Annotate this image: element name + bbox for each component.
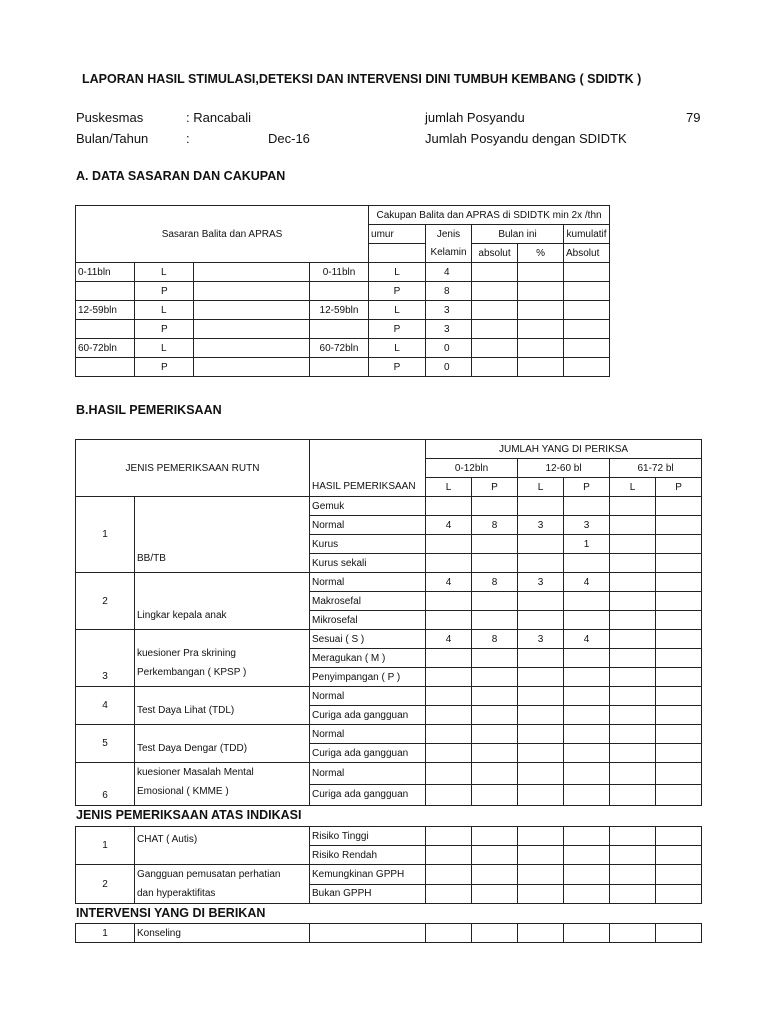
col-pct: % bbox=[518, 244, 564, 263]
count-cell bbox=[518, 592, 564, 611]
row-number: 2 bbox=[76, 865, 135, 904]
count-cell bbox=[564, 649, 610, 668]
count-cell bbox=[610, 827, 656, 846]
count-cell bbox=[610, 554, 656, 573]
count-cell bbox=[472, 592, 518, 611]
count-cell bbox=[564, 497, 610, 516]
jumlah-header: JUMLAH YANG DI PERIKSA bbox=[426, 440, 702, 459]
count-cell bbox=[564, 865, 610, 885]
count-cell bbox=[426, 865, 472, 885]
count-cell bbox=[472, 535, 518, 554]
count-cell bbox=[518, 497, 564, 516]
section-a-title: A. DATA SASARAN DAN CAKUPAN bbox=[76, 169, 286, 183]
count-cell bbox=[610, 763, 656, 785]
table-row bbox=[76, 630, 702, 649]
exam-name-line-1: Lingkar kepala anak bbox=[137, 610, 227, 621]
count-cell bbox=[656, 668, 702, 687]
table-row bbox=[76, 263, 610, 282]
count-cell bbox=[564, 554, 610, 573]
hasil-cell: Makrosefal bbox=[310, 592, 426, 611]
value-cell bbox=[564, 924, 610, 943]
value-cell bbox=[472, 282, 518, 301]
count-cell: 1 bbox=[564, 535, 610, 554]
count-cell bbox=[426, 554, 472, 573]
count-cell bbox=[518, 649, 564, 668]
count-cell bbox=[610, 497, 656, 516]
value-cell bbox=[518, 358, 564, 377]
target-value-cell bbox=[194, 263, 310, 282]
bulan-colon: : bbox=[186, 131, 190, 146]
count-cell bbox=[426, 611, 472, 630]
count-cell bbox=[610, 865, 656, 885]
count-cell bbox=[472, 725, 518, 744]
sasaran-header: Sasaran Balita dan APRAS bbox=[76, 206, 369, 263]
count-cell bbox=[426, 784, 472, 806]
exam-name-line-2: Emosional ( KMME ) bbox=[137, 786, 229, 797]
col-umur: umur bbox=[369, 225, 426, 244]
lp-5: P bbox=[656, 478, 702, 497]
count-cell bbox=[426, 725, 472, 744]
table-row bbox=[76, 865, 702, 885]
count-cell bbox=[656, 827, 702, 846]
count-cell bbox=[472, 497, 518, 516]
count-cell bbox=[656, 497, 702, 516]
hasil-cell: Curiga ada gangguan bbox=[310, 784, 426, 806]
count-cell bbox=[564, 668, 610, 687]
age-cell bbox=[76, 358, 135, 377]
section-d-title: INTERVENSI YANG DI BERIKAN bbox=[76, 906, 266, 920]
count-cell bbox=[656, 706, 702, 725]
exam-name-line-1: BB/TB bbox=[137, 553, 166, 564]
value-cell bbox=[656, 924, 702, 943]
lp-3: P bbox=[564, 478, 610, 497]
count-cell bbox=[518, 827, 564, 846]
value-cell bbox=[426, 924, 472, 943]
absolut-cell: 0 bbox=[426, 358, 472, 377]
count-cell bbox=[426, 649, 472, 668]
count-cell bbox=[610, 535, 656, 554]
count-cell bbox=[518, 706, 564, 725]
absolut-cell: 4 bbox=[426, 263, 472, 282]
age-cell: 60-72bln bbox=[76, 339, 135, 358]
col-jenis: Jenis bbox=[426, 225, 472, 244]
value-cell bbox=[472, 320, 518, 339]
table-row bbox=[76, 763, 702, 785]
target-value-cell bbox=[194, 301, 310, 320]
count-cell bbox=[564, 744, 610, 763]
count-cell bbox=[656, 573, 702, 592]
count-cell bbox=[610, 706, 656, 725]
count-cell bbox=[610, 611, 656, 630]
count-cell bbox=[518, 744, 564, 763]
exam-name bbox=[135, 687, 310, 725]
age-cell: 0-11bln bbox=[76, 263, 135, 282]
jenis-kelamin-cell: P bbox=[369, 358, 426, 377]
hasil-cell: Kurus sekali bbox=[310, 554, 426, 573]
count-cell: 8 bbox=[472, 573, 518, 592]
col-kumulatif: kumulatif bbox=[564, 225, 610, 244]
hasil-cell: Normal bbox=[310, 763, 426, 785]
count-cell bbox=[656, 554, 702, 573]
count-cell bbox=[426, 763, 472, 785]
count-cell bbox=[564, 706, 610, 725]
count-cell bbox=[610, 630, 656, 649]
count-cell: 4 bbox=[426, 630, 472, 649]
target-value-cell bbox=[194, 358, 310, 377]
lp-4: L bbox=[610, 478, 656, 497]
intervensi-name: Konseling bbox=[135, 924, 310, 943]
count-cell bbox=[426, 744, 472, 763]
table-row bbox=[76, 358, 610, 377]
count-cell bbox=[610, 846, 656, 865]
count-cell bbox=[656, 865, 702, 885]
sex-cell: L bbox=[135, 301, 194, 320]
count-cell bbox=[426, 687, 472, 706]
count-cell bbox=[518, 611, 564, 630]
count-cell: 4 bbox=[564, 573, 610, 592]
count-cell bbox=[426, 846, 472, 865]
count-cell bbox=[426, 668, 472, 687]
count-cell bbox=[426, 535, 472, 554]
hasil-cell: Curiga ada gangguan bbox=[310, 706, 426, 725]
count-cell bbox=[472, 827, 518, 846]
count-cell bbox=[564, 827, 610, 846]
exam-name bbox=[135, 630, 310, 687]
table-row bbox=[76, 827, 702, 846]
value-cell bbox=[564, 358, 610, 377]
section-b-title: B.HASIL PEMERIKSAAN bbox=[76, 403, 222, 417]
count-cell bbox=[656, 846, 702, 865]
table-row bbox=[76, 301, 610, 320]
age-cell: 12-59bln bbox=[76, 301, 135, 320]
count-cell bbox=[564, 884, 610, 904]
hasil-cell: Normal bbox=[310, 516, 426, 535]
value-cell bbox=[518, 320, 564, 339]
count-cell bbox=[426, 827, 472, 846]
hasil-cell: Kemungkinan GPPH bbox=[310, 865, 426, 885]
bulan-value: Dec-16 bbox=[268, 131, 310, 146]
count-cell bbox=[656, 784, 702, 806]
col-kelamin: Kelamin bbox=[426, 244, 472, 263]
row-number: 1 bbox=[76, 827, 135, 865]
value-cell bbox=[472, 339, 518, 358]
hasil-cell: Normal bbox=[310, 725, 426, 744]
sex-cell: P bbox=[135, 358, 194, 377]
table-row bbox=[76, 687, 702, 706]
target-value-cell bbox=[194, 339, 310, 358]
umur-cell: 12-59bln bbox=[310, 301, 369, 320]
hasil-cell: Normal bbox=[310, 687, 426, 706]
count-cell bbox=[518, 865, 564, 885]
absolut-cell: 0 bbox=[426, 339, 472, 358]
count-cell bbox=[564, 725, 610, 744]
sex-cell: P bbox=[135, 282, 194, 301]
hasil-cell: Bukan GPPH bbox=[310, 884, 426, 904]
count-cell bbox=[518, 763, 564, 785]
count-cell bbox=[564, 592, 610, 611]
jenis-kelamin-cell: P bbox=[369, 282, 426, 301]
row-number: 2 bbox=[76, 573, 135, 630]
hasil-cell: Kurus bbox=[310, 535, 426, 554]
value-cell bbox=[518, 282, 564, 301]
report-title: LAPORAN HASIL STIMULASI,DETEKSI DAN INTERVENSI DINI TUMBUH KEMBANG ( SDIDTK ) bbox=[82, 72, 642, 86]
intervensi-table bbox=[75, 923, 702, 943]
count-cell: 3 bbox=[518, 516, 564, 535]
umur-cell bbox=[310, 358, 369, 377]
count-cell bbox=[472, 744, 518, 763]
count-cell bbox=[564, 784, 610, 806]
row-number: 4 bbox=[76, 687, 135, 725]
value-cell bbox=[472, 301, 518, 320]
count-cell bbox=[610, 592, 656, 611]
table-row bbox=[76, 573, 702, 592]
value-cell bbox=[564, 320, 610, 339]
count-cell bbox=[518, 687, 564, 706]
value-cell bbox=[610, 924, 656, 943]
exam-name bbox=[135, 763, 310, 806]
count-cell bbox=[610, 884, 656, 904]
indikasi-name bbox=[135, 827, 310, 865]
hasil-cell: Normal bbox=[310, 573, 426, 592]
exam-name-line-1: kuesioner Pra skrining bbox=[137, 648, 236, 659]
row-number: 6 bbox=[76, 763, 135, 806]
hasil-cell: Risiko Tinggi bbox=[310, 827, 426, 846]
count-cell bbox=[610, 725, 656, 744]
count-cell bbox=[472, 846, 518, 865]
count-cell bbox=[656, 649, 702, 668]
sex-cell: P bbox=[135, 320, 194, 339]
hasil-cell: Curiga ada gangguan bbox=[310, 744, 426, 763]
section-c-title: JENIS PEMERIKSAAN ATAS INDIKASI bbox=[76, 808, 302, 822]
age-group-1: 12-60 bl bbox=[518, 459, 610, 478]
hasil-cell: Penyimpangan ( P ) bbox=[310, 668, 426, 687]
count-cell bbox=[472, 611, 518, 630]
count-cell bbox=[426, 592, 472, 611]
count-cell bbox=[656, 744, 702, 763]
col-absolut: absolut bbox=[472, 244, 518, 263]
hasil-cell: Sesuai ( S ) bbox=[310, 630, 426, 649]
lp-0: L bbox=[426, 478, 472, 497]
cakupan-header: Cakupan Balita dan APRAS di SDIDTK min 2x /thn bbox=[369, 206, 610, 225]
target-value-cell bbox=[194, 320, 310, 339]
jumlah-sdidtk-label: Jumlah Posyandu dengan SDIDTK bbox=[425, 131, 627, 146]
exam-name-line-1: Test Daya Dengar (TDD) bbox=[137, 743, 248, 754]
count-cell: 3 bbox=[518, 573, 564, 592]
value-cell bbox=[518, 924, 564, 943]
count-cell bbox=[564, 611, 610, 630]
count-cell bbox=[518, 725, 564, 744]
value-cell bbox=[564, 282, 610, 301]
count-cell bbox=[472, 554, 518, 573]
count-cell: 4 bbox=[426, 573, 472, 592]
hasil-cell: Mikrosefal bbox=[310, 611, 426, 630]
indikasi-name-line-1: CHAT ( Autis) bbox=[137, 834, 198, 845]
count-cell: 8 bbox=[472, 516, 518, 535]
count-cell bbox=[472, 763, 518, 785]
age-group-2: 61-72 bl bbox=[610, 459, 702, 478]
count-cell bbox=[472, 668, 518, 687]
count-cell bbox=[426, 884, 472, 904]
count-cell bbox=[564, 687, 610, 706]
hasil-pemeriksaan-table bbox=[75, 439, 702, 806]
umur-cell bbox=[310, 282, 369, 301]
count-cell bbox=[610, 668, 656, 687]
count-cell bbox=[610, 573, 656, 592]
exam-name-line-2: Perkembangan ( KPSP ) bbox=[137, 667, 247, 678]
absolut-cell: 3 bbox=[426, 320, 472, 339]
count-cell bbox=[472, 649, 518, 668]
exam-name-line-1: Test Daya Lihat (TDL) bbox=[137, 705, 235, 716]
count-cell: 4 bbox=[564, 630, 610, 649]
value-cell bbox=[564, 263, 610, 282]
col-absolut-kumulatif: Absolut bbox=[564, 244, 610, 263]
row-number: 1 bbox=[76, 497, 135, 573]
count-cell bbox=[610, 744, 656, 763]
count-cell bbox=[472, 687, 518, 706]
indikasi-table bbox=[75, 826, 702, 904]
row-number: 3 bbox=[76, 630, 135, 687]
age-cell bbox=[76, 320, 135, 339]
table-row bbox=[76, 497, 702, 516]
jenis-kelamin-cell: L bbox=[369, 301, 426, 320]
lp-2: L bbox=[518, 478, 564, 497]
indikasi-name-line-1: Gangguan pemusatan perhatian bbox=[137, 869, 281, 880]
puskesmas-label: Puskesmas bbox=[76, 110, 144, 125]
hasil-cell: Meragukan ( M ) bbox=[310, 649, 426, 668]
value-cell bbox=[564, 339, 610, 358]
value-cell bbox=[472, 263, 518, 282]
indikasi-name bbox=[135, 865, 310, 904]
bulan-label: Bulan/Tahun bbox=[76, 131, 149, 146]
count-cell: 8 bbox=[472, 630, 518, 649]
exam-name-line-1: kuesioner Masalah Mental bbox=[137, 767, 254, 778]
table-row bbox=[76, 339, 610, 358]
count-cell bbox=[518, 784, 564, 806]
value-cell bbox=[518, 339, 564, 358]
absolut-cell: 3 bbox=[426, 301, 472, 320]
value-cell bbox=[518, 263, 564, 282]
count-cell bbox=[610, 687, 656, 706]
hasil-cell: Risiko Rendah bbox=[310, 846, 426, 865]
value-cell bbox=[472, 358, 518, 377]
count-cell bbox=[610, 649, 656, 668]
value-cell bbox=[310, 924, 426, 943]
count-cell: 3 bbox=[564, 516, 610, 535]
table-row bbox=[76, 725, 702, 744]
count-cell bbox=[472, 706, 518, 725]
count-cell: 4 bbox=[426, 516, 472, 535]
count-cell bbox=[656, 630, 702, 649]
count-cell bbox=[518, 846, 564, 865]
count-cell bbox=[656, 592, 702, 611]
count-cell bbox=[610, 516, 656, 535]
umur-cell: 0-11bln bbox=[310, 263, 369, 282]
count-cell bbox=[656, 687, 702, 706]
exam-name bbox=[135, 497, 310, 573]
count-cell bbox=[518, 668, 564, 687]
absolut-cell: 8 bbox=[426, 282, 472, 301]
count-cell bbox=[656, 763, 702, 785]
count-cell bbox=[564, 763, 610, 785]
lp-1: P bbox=[472, 478, 518, 497]
value-cell bbox=[564, 301, 610, 320]
jenis-kelamin-cell: L bbox=[369, 339, 426, 358]
jenis-kelamin-cell: P bbox=[369, 320, 426, 339]
count-cell bbox=[656, 725, 702, 744]
count-cell bbox=[518, 554, 564, 573]
jumlah-posyandu-label: jumlah Posyandu bbox=[425, 110, 525, 125]
sasaran-cakupan-table bbox=[75, 205, 610, 377]
count-cell bbox=[518, 535, 564, 554]
value-cell bbox=[518, 301, 564, 320]
count-cell bbox=[426, 706, 472, 725]
sex-cell: L bbox=[135, 263, 194, 282]
count-cell bbox=[656, 884, 702, 904]
table-row bbox=[76, 320, 610, 339]
table-row bbox=[76, 924, 702, 943]
count-cell bbox=[472, 784, 518, 806]
exam-name bbox=[135, 725, 310, 763]
count-cell bbox=[472, 884, 518, 904]
umur-cell: 60-72bln bbox=[310, 339, 369, 358]
value-cell bbox=[472, 924, 518, 943]
count-cell bbox=[426, 497, 472, 516]
umur-cell bbox=[310, 320, 369, 339]
count-cell bbox=[472, 865, 518, 885]
puskesmas-value: : Rancabali bbox=[186, 110, 252, 125]
col-bulan-ini: Bulan ini bbox=[472, 225, 564, 244]
count-cell bbox=[656, 516, 702, 535]
row-number: 5 bbox=[76, 725, 135, 763]
row-number: 1 bbox=[76, 924, 135, 943]
count-cell bbox=[518, 884, 564, 904]
count-cell bbox=[656, 535, 702, 554]
count-cell: 3 bbox=[518, 630, 564, 649]
jenis-header: JENIS PEMERIKSAAN RUTN bbox=[76, 440, 310, 497]
table-row bbox=[76, 282, 610, 301]
jenis-kelamin-cell: L bbox=[369, 263, 426, 282]
count-cell bbox=[656, 611, 702, 630]
sex-cell: L bbox=[135, 339, 194, 358]
age-group-0: 0-12bln bbox=[426, 459, 518, 478]
count-cell bbox=[564, 846, 610, 865]
hasil-header: HASIL PEMERIKSAAN bbox=[310, 478, 426, 497]
jumlah-posyandu-value: 79 bbox=[686, 110, 701, 125]
count-cell bbox=[610, 784, 656, 806]
indikasi-name-line-2: dan hyperaktifitas bbox=[137, 888, 216, 899]
age-cell bbox=[76, 282, 135, 301]
target-value-cell bbox=[194, 282, 310, 301]
hasil-cell: Gemuk bbox=[310, 497, 426, 516]
exam-name bbox=[135, 573, 310, 630]
